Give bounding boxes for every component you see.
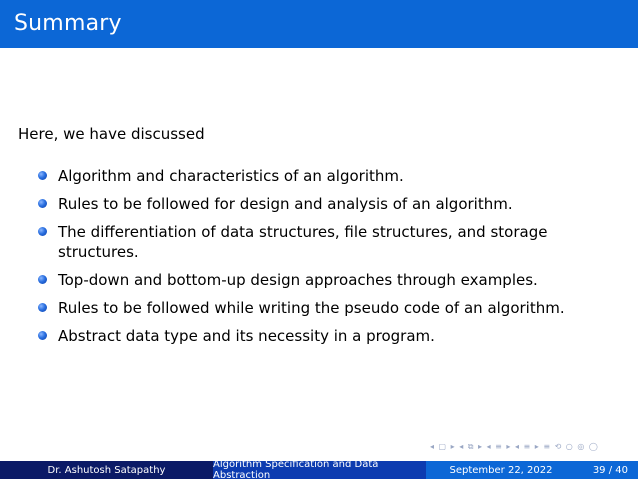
summary-list	[38, 166, 618, 354]
footer-author: Dr. Ashutosh Satapathy	[0, 461, 213, 479]
footer-talk-title: Algorithm Specification and Data Abstraction	[213, 461, 426, 479]
list-item	[38, 298, 618, 318]
list-item	[38, 270, 618, 290]
footer-page-number: 39 / 40	[576, 461, 638, 479]
list-item	[38, 326, 618, 346]
list-item-text: Top-down and bottom-up design approaches through examples.	[58, 271, 538, 289]
beamer-navigation-icons[interactable]: ◂ ▢ ▸ ◂ ⧉ ▸ ◂ ≡ ▸ ◂ ≡ ▸ ≡ ⟲ ○ ◎ ◯	[430, 442, 599, 451]
bullet-icon	[38, 199, 47, 208]
bullet-icon	[38, 331, 47, 340]
footer-bar	[0, 461, 638, 479]
bullet-icon	[38, 171, 47, 180]
bullet-icon	[38, 227, 47, 236]
list-item	[38, 166, 618, 186]
footer-date: September 22, 2022	[426, 461, 576, 479]
list-item-text: Algorithm and characteristics of an algorithm.	[58, 167, 404, 185]
intro-text: Here, we have discussed	[18, 125, 205, 143]
list-item	[38, 222, 618, 262]
title-bar	[0, 0, 638, 48]
list-item-text: Abstract data type and its necessity in a program.	[58, 327, 435, 345]
bullet-icon	[38, 275, 47, 284]
list-item	[38, 194, 618, 214]
list-item-text: Rules to be followed while writing the pseudo code of an algorithm.	[58, 299, 565, 317]
list-item-text: The differentiation of data structures, file structures, and storage structures.	[58, 223, 548, 261]
slide-title: Summary	[14, 11, 122, 36]
bullet-icon	[38, 303, 47, 312]
list-item-text: Rules to be followed for design and analysis of an algorithm.	[58, 195, 513, 213]
